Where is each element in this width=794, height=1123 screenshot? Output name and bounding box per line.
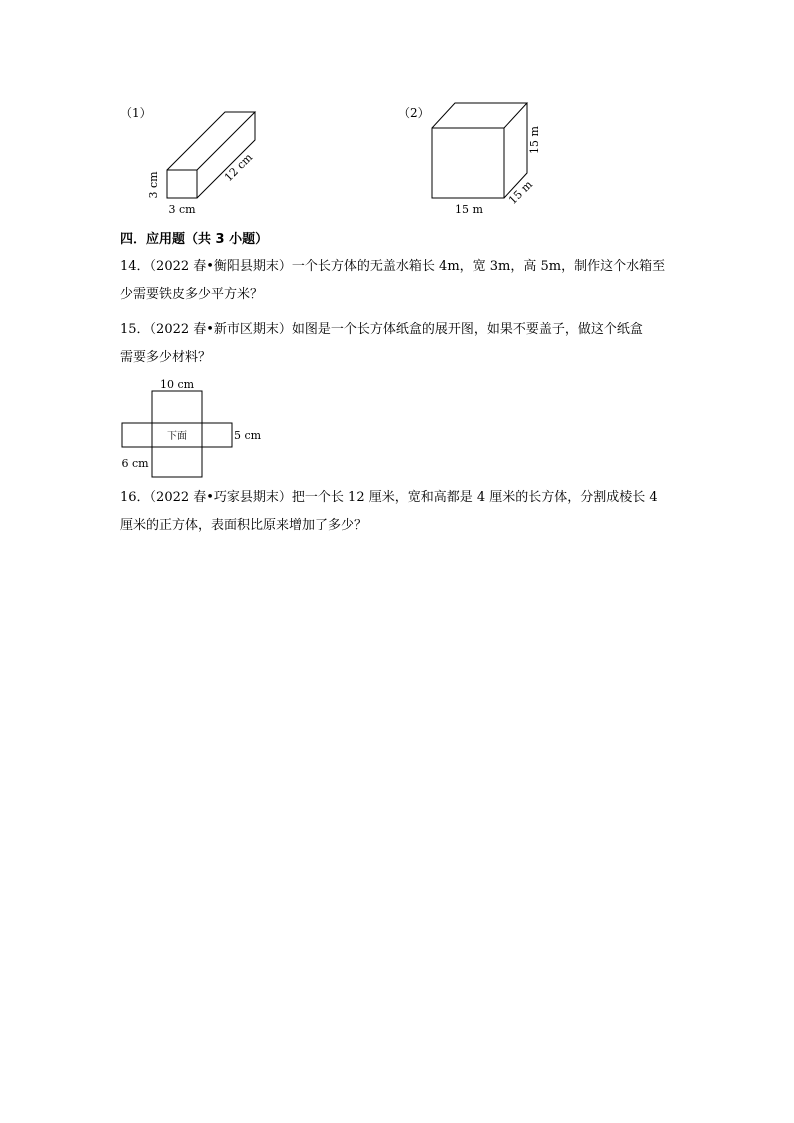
question-14-line-1: 14．（2022 春•衡阳县期末）一个长方体的无盖水箱长 4m，宽 3m，高 5m，制作这个水箱至 [120,259,666,274]
question-14-line-2: 少需要铁皮多少平方米？ [120,287,264,302]
net-top-dimension: 10 cm [159,378,195,391]
section-heading: 四．应用题（共 3 小题） [120,232,269,247]
figure-1-width-label: 3 cm [168,203,196,216]
figure-2-width-label: 15 m [455,203,483,216]
question-15-line-2: 需要多少材料？ [120,350,212,365]
figure-1-length-label: 12 cm [221,150,256,185]
net-left-dimension: 6 cm [121,457,149,470]
figure-1-cuboid [145,100,275,220]
figure-2-height-label: 15 m [528,126,541,154]
question-16-line-1: 16．（2022 春•巧家县期末）把一个长 12 厘米，宽和高都是 4 厘米的长方体，分割成棱长 4 [120,490,658,505]
question-15 [120,316,680,372]
figure-1-label: （1） [120,106,152,120]
question-16-line-2: 厘米的正方体，表面积比原来增加了多少？ [120,518,368,533]
box-net-diagram [115,372,275,482]
question-14 [120,253,680,309]
figure-2-cube [425,95,555,220]
question-15-line-1: 15．（2022 春•新市区期末）如图是一个长方体纸盒的展开图，如果不要盖子，做这个纸盒 [120,322,643,337]
figure-2-depth-label: 15 m [506,178,535,207]
question-16 [120,484,680,540]
net-right-dimension: 5 cm [234,429,262,442]
figure-1-height-label: 3 cm [147,171,160,199]
figure-2-label: （2） [398,106,430,120]
net-center-label: 下面 [167,431,187,442]
